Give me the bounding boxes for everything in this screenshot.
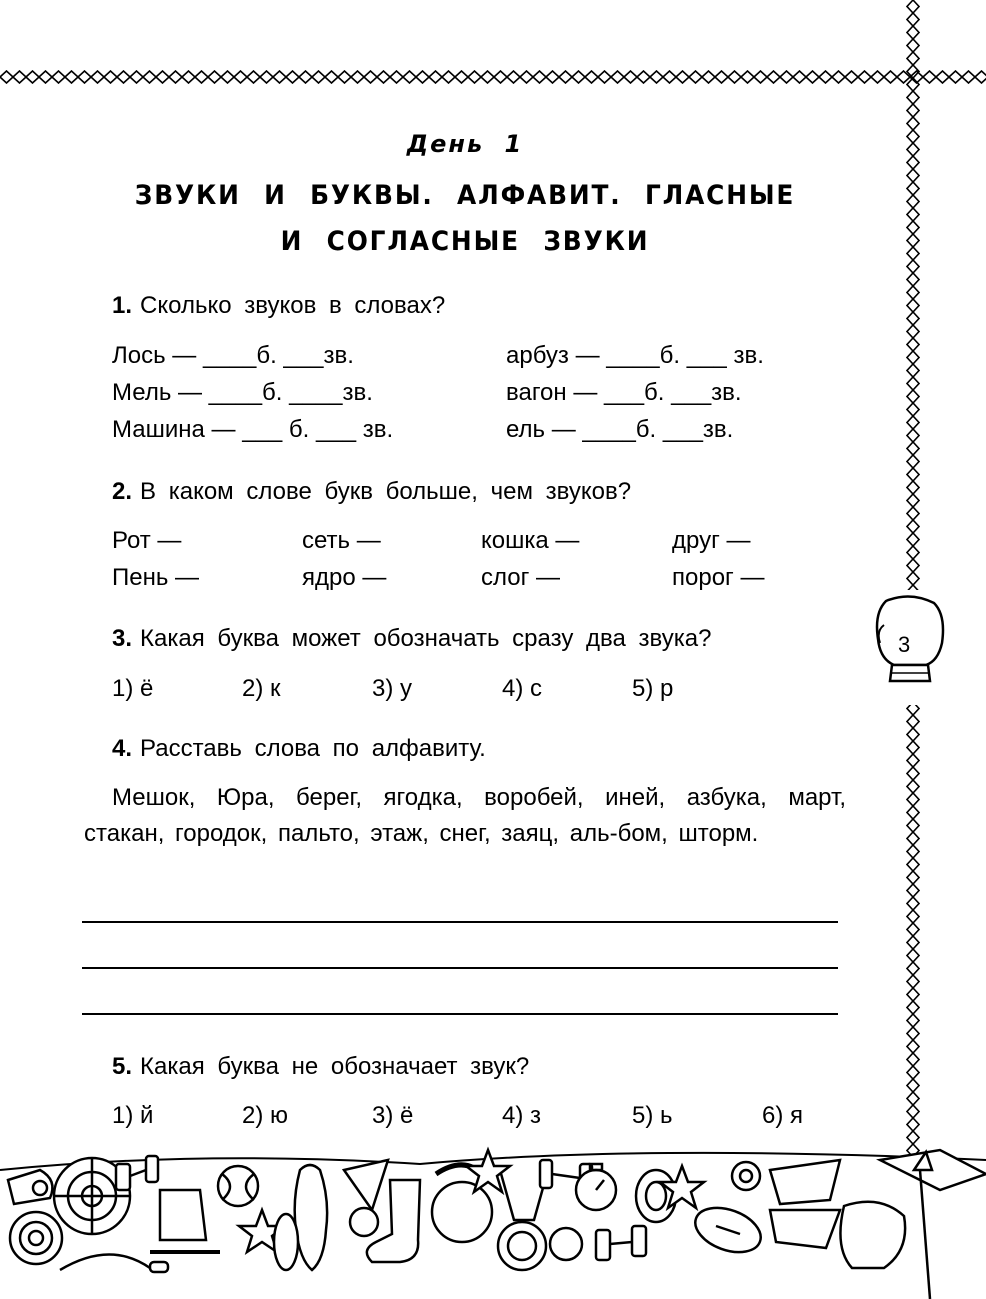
answer-line — [82, 1013, 838, 1015]
ball-icon — [550, 1228, 582, 1260]
bowling-pins-icon — [274, 1165, 327, 1270]
task1-row-2-right: вагон — ___б. ___зв. — [506, 379, 742, 406]
page-number: 3 — [898, 632, 911, 657]
boxing-glove-icon — [840, 1202, 905, 1268]
task1-row-1-right: арбуз — ____б. ___ зв. — [506, 342, 764, 369]
topic-title-line2: И СОГЛАСНЫЕ ЗВУКИ — [280, 226, 650, 257]
task5-text: Какая буква не обозначает звук? — [140, 1053, 530, 1080]
task2-word: Рот — — [112, 527, 182, 554]
task3-option: 4) с — [502, 675, 543, 702]
goggles-icon — [636, 1170, 676, 1222]
task5-option: 1) й — [112, 1102, 154, 1129]
spiral-icon — [732, 1162, 760, 1190]
task2-text: В каком слове букв больше, чем звуков? — [140, 478, 632, 505]
task1-row-1-left: Лось — ____б. ___зв. — [112, 342, 354, 369]
task1-heading — [112, 292, 445, 320]
task1-row-2-left: Мель — ____б. ____зв. — [112, 379, 373, 406]
task3-text: Какая буква может обозначать сразу два звука? — [140, 625, 712, 652]
task4-words-first-line: Мешок, Юра, берег, ягодка, воробей, иней, азбука, — [112, 784, 767, 811]
task2-word: сеть — — [302, 527, 381, 554]
tennis-ball-icon — [218, 1166, 258, 1206]
task3-number: 3. — [112, 625, 133, 652]
task5-heading — [112, 1053, 529, 1081]
task1-number: 1. — [112, 292, 133, 319]
task1-row-3-left: Машина — ___ б. ___ зв. — [112, 416, 394, 443]
task2-word: кошка — — [481, 527, 580, 554]
flippers-icon — [770, 1160, 840, 1248]
task5-option: 4) з — [502, 1102, 542, 1129]
task4-number: 4. — [112, 735, 133, 762]
task4-text: Расставь слова по алфавиту. — [140, 735, 486, 762]
task2-word: порог — — [672, 564, 765, 591]
task1-row-3-right: ель — ____б. ___зв. — [506, 416, 734, 443]
task5-number: 5. — [112, 1053, 133, 1080]
task5-option: 6) я — [762, 1102, 804, 1129]
task2-word: Пень — — [112, 564, 200, 591]
jump-rope-icon — [60, 1254, 168, 1272]
task2-number: 2. — [112, 478, 133, 505]
top-chain-border — [0, 70, 986, 84]
task4-heading — [112, 735, 486, 763]
task3-heading — [112, 625, 711, 653]
task5-option: 3) ё — [372, 1102, 414, 1129]
answer-line — [82, 967, 838, 969]
task3-option: 3) у — [372, 675, 413, 702]
task3-option: 5) р — [632, 675, 674, 702]
answer-line — [82, 921, 838, 923]
task2-word: слог — — [481, 564, 561, 591]
task2-word: ядро — — [302, 564, 387, 591]
task5-option: 2) ю — [242, 1102, 289, 1129]
topic-title-line1: ЗВУКИ И БУКВЫ. АЛФАВИТ. ГЛАСНЫЕ — [134, 180, 796, 211]
task4-words-rest: март, стакан, городок, пальто, этаж, снег, заяц, аль-бом, шторм. — [84, 784, 846, 847]
task1-text: Сколько звуков в словах? — [140, 292, 446, 319]
skate-icon — [150, 1190, 220, 1252]
day-title: День 1 — [406, 130, 524, 158]
task3-option: 2) к — [242, 675, 281, 702]
ribbon-spiral-icon — [10, 1212, 62, 1264]
task2-word: друг — — [672, 527, 751, 554]
whistle-icon — [8, 1170, 52, 1204]
task4-word-list — [84, 780, 846, 852]
right-chain-border-upper — [906, 0, 920, 590]
shuttlecock-icon — [344, 1160, 388, 1236]
american-football-icon — [689, 1200, 767, 1261]
task2-heading — [112, 478, 631, 506]
task5-option: 5) ь — [632, 1102, 673, 1129]
dumbbell-icon — [596, 1226, 646, 1260]
task3-option: 1) ё — [112, 675, 154, 702]
right-chain-border-lower — [906, 705, 920, 1165]
sports-doodle-strip — [0, 1130, 986, 1299]
